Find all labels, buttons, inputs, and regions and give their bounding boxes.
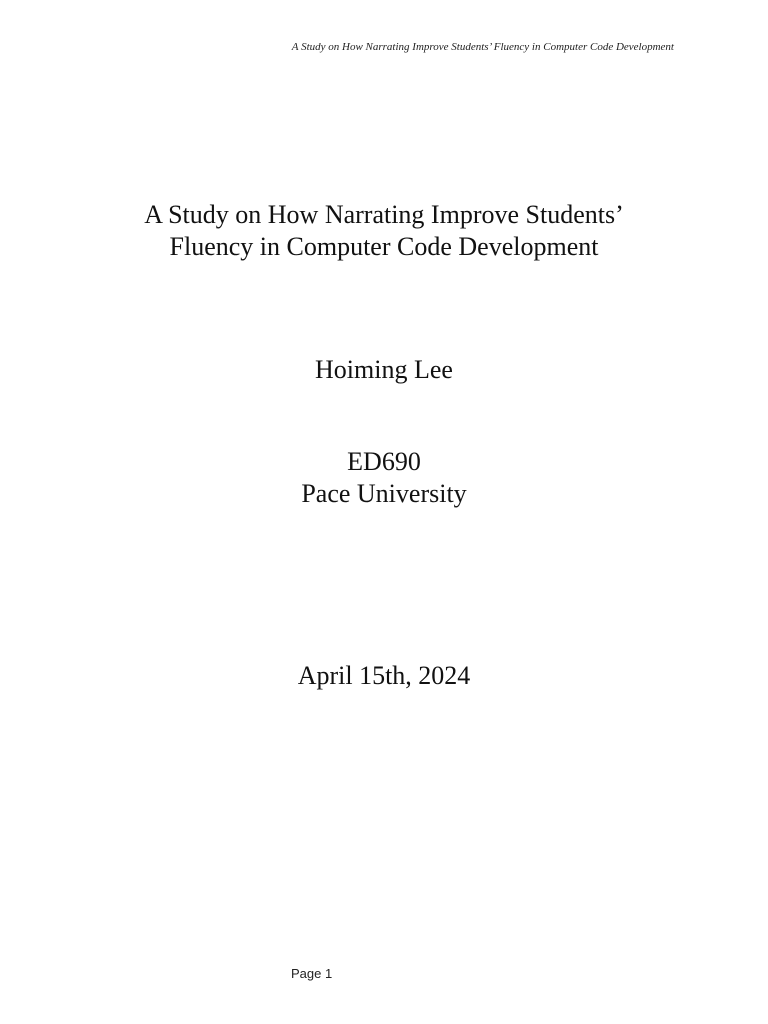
course-code: ED690 — [347, 447, 421, 476]
page-number: Page 1 — [291, 966, 333, 981]
paper-title-line-1: A Study on How Narrating Improve Students’ — [144, 200, 624, 229]
paper-title-line-2: Fluency in Computer Code Development — [169, 232, 599, 261]
author-name: Hoiming Lee — [315, 355, 453, 384]
paper-title — [0, 199, 768, 263]
submission-date: April 15th, 2024 — [297, 661, 471, 690]
course-institution-block — [0, 446, 768, 510]
institution-name: Pace University — [301, 479, 467, 508]
running-header: A Study on How Narrating Improve Students’ Fluency in Computer Code Development — [291, 41, 674, 53]
